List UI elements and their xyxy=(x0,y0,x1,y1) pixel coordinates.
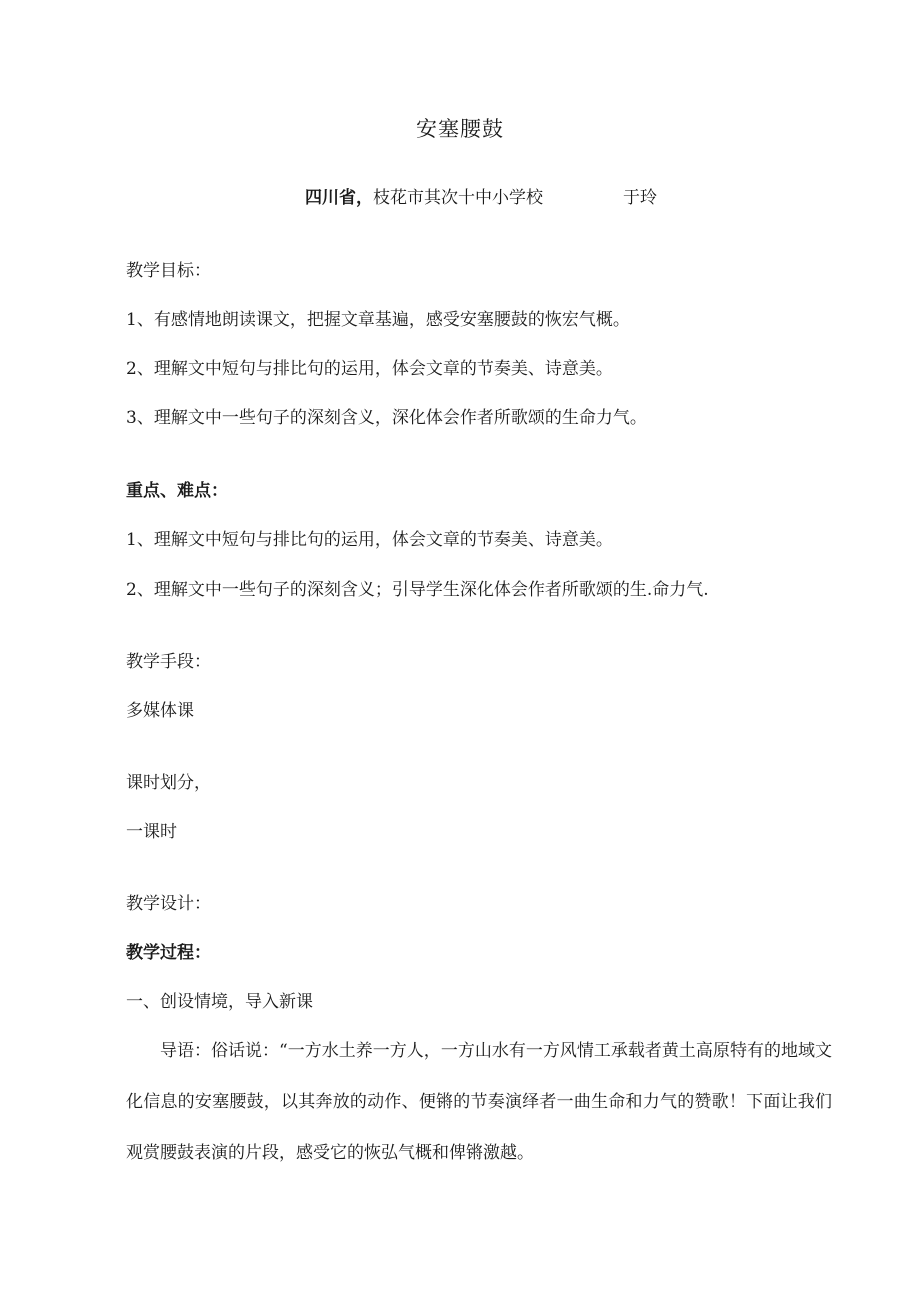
objectives-heading: 教学目标： xyxy=(126,261,211,281)
page-title: 安塞腰鼓 xyxy=(416,117,504,141)
process-heading: 教学过程： xyxy=(126,943,211,963)
means-value: 多媒体课 xyxy=(126,701,194,721)
means-heading: 教学手段： xyxy=(126,652,211,672)
author-name: 于玲 xyxy=(623,188,657,208)
objective-item-1: 1、有感情地朗读课文，把握文章基遍，感受安塞腰鼓的恢宏气概。 xyxy=(126,310,630,330)
periods-value: 一课时 xyxy=(126,822,177,842)
intro-paragraph: 导语：俗话说：“一方水土养一方人，一方山水有一方风情工承载者黄土高原特有的地域文化信息的安塞腰鼓，以其奔放的动作、便锵的节奏演绎者一曲生命和力气的赞歌！下面让我们观赏腰鼓表演的片段，感受它的恢弘气概和俾锵激越。 xyxy=(126,1041,832,1163)
author-province: 四川省， xyxy=(305,188,373,208)
objective-item-3: 3、理解文中一些句子的深刻含义，深化体会作者所歌颂的生命力气。 xyxy=(126,408,647,428)
key-point-item-2: 2、理解文中一些句子的深刻含义；引导学生深化体会作者所歌颂的生.命力气. xyxy=(126,580,709,600)
author-school: 枝花市其次十中小学校 xyxy=(373,188,543,208)
objective-item-2: 2、理解文中短句与排比句的运用，体会文章的节奏美、诗意美。 xyxy=(126,359,613,379)
key-points-heading: 重点、难点： xyxy=(126,481,228,501)
key-point-item-1: 1、理解文中短句与排比句的运用，体会文章的节奏美、诗意美。 xyxy=(126,530,613,550)
design-heading: 教学设计： xyxy=(126,894,211,914)
periods-heading: 课时划分， xyxy=(126,773,211,793)
author-line xyxy=(305,188,657,208)
section-one-heading: 一、创设情境，导入新课 xyxy=(126,992,313,1012)
